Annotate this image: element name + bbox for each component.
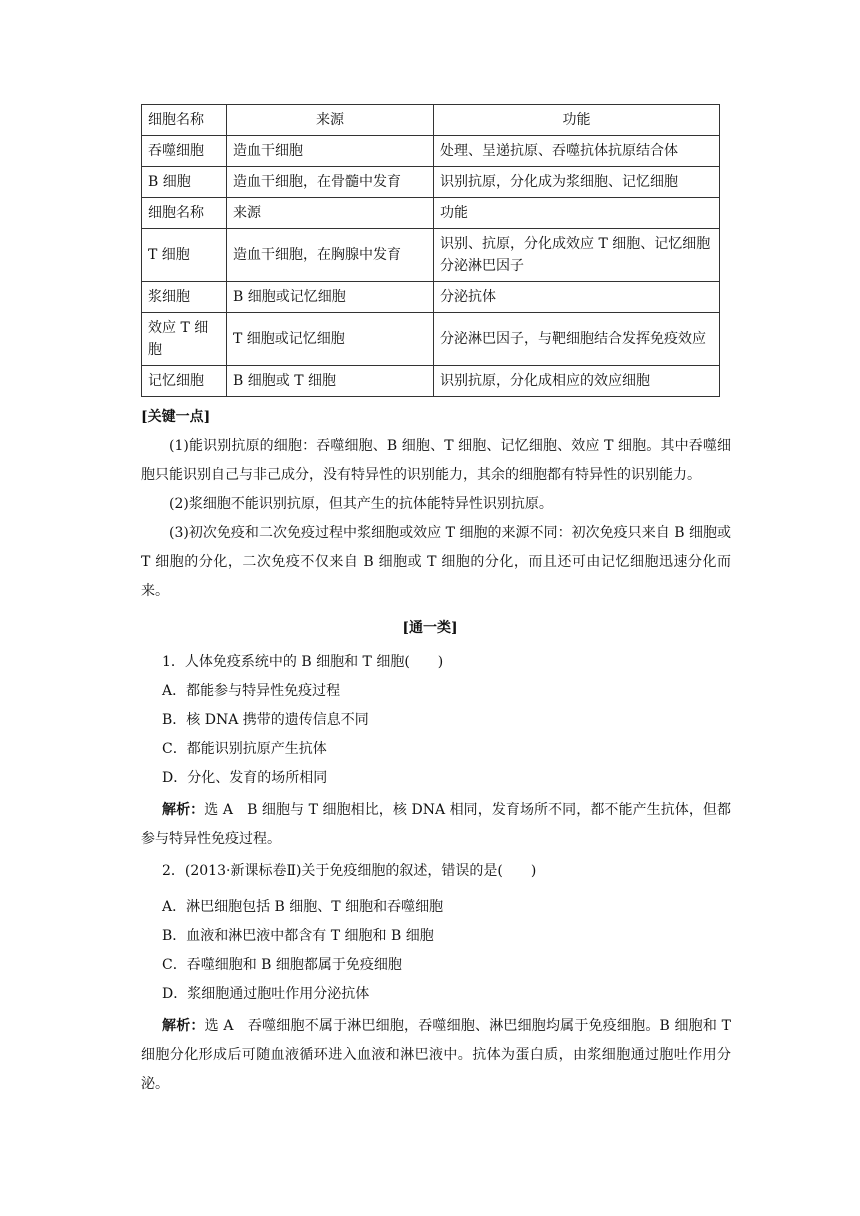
immune-cell-table [141, 104, 720, 397]
table-cell: 识别抗原，分化成相应的效应细胞 [434, 366, 720, 397]
table-cell: 吞噬细胞 [142, 136, 227, 167]
question-2-stem: 2．(2013·新课标卷Ⅱ)关于免疫细胞的叙述，错误的是( ) [162, 863, 537, 879]
question-1-stem: 1．人体免疫系统中的 B 细胞和 T 细胞( ) [162, 654, 444, 670]
table-cell: 效应 T 细胞 [142, 313, 227, 366]
table-cell: 分泌淋巴因子，与靶细胞结合发挥免疫效应 [434, 313, 720, 366]
table-cell: 功能 [434, 105, 720, 136]
table-cell: 记忆细胞 [142, 366, 227, 397]
question-1-option-b: B．核 DNA 携带的遗传信息不同 [162, 712, 369, 728]
table-row [142, 282, 720, 313]
table-cell: B 细胞或记忆细胞 [227, 282, 434, 313]
table-cell: B 细胞 [142, 167, 227, 198]
question-1-option-a: A．都能参与特异性免疫过程 [162, 683, 341, 699]
table-header-row [142, 105, 720, 136]
table-row [142, 366, 720, 397]
analysis-label: 解析： [162, 1018, 205, 1034]
table-cell: 造血干细胞，在骨髓中发育 [227, 167, 434, 198]
table-row [142, 136, 720, 167]
key-point-heading: [关键一点] [141, 409, 211, 425]
table-cell: B 细胞或 T 细胞 [227, 366, 434, 397]
table-row [142, 229, 720, 282]
table-cell: T 细胞 [142, 229, 227, 282]
table-cell: 功能 [434, 198, 720, 229]
question-1-option-d: D．分化、发育的场所相同 [162, 770, 328, 786]
table-cell: 浆细胞 [142, 282, 227, 313]
table-cell: 分泌抗体 [434, 282, 720, 313]
question-1-option-c: C．都能识别抗原产生抗体 [162, 741, 327, 757]
question-2-analysis [141, 1012, 731, 1099]
table-cell: 识别、抗原，分化成效应 T 细胞、记忆细胞分泌淋巴因子 [434, 229, 720, 282]
tong-yi-lei-heading: [通一类] [402, 620, 458, 636]
question-2-option-c: C．吞噬细胞和 B 细胞都属于免疫细胞 [162, 957, 402, 973]
table-cell: 来源 [227, 198, 434, 229]
table-cell: 造血干细胞 [227, 136, 434, 167]
table-row [142, 313, 720, 366]
table-cell: 识别抗原，分化成为浆细胞、记忆细胞 [434, 167, 720, 198]
table-cell: 细胞名称 [142, 105, 227, 136]
key-point-paragraph-3: (3)初次免疫和二次免疫过程中浆细胞或效应 T 细胞的来源不同：初次免疫只来自 B 细胞或 T 细胞的分化，二次免疫不仅来自 B 细胞或 T 细胞的分化，而且还可由记忆细胞迅速分化而来。 [141, 525, 731, 599]
table-cell: 来源 [227, 105, 434, 136]
table-row [142, 198, 720, 229]
table-cell: 造血干细胞，在胸腺中发育 [227, 229, 434, 282]
table-cell: 细胞名称 [142, 198, 227, 229]
key-point-paragraph-1: (1)能识别抗原的细胞：吞噬细胞、B 细胞、T 细胞、记忆细胞、效应 T 细胞。其中吞噬细胞只能识别自己与非己成分，没有特异性的识别能力，其余的细胞都有特异性的识别能力。 [141, 438, 731, 483]
question-2-option-d: D．浆细胞通过胞吐作用分泌抗体 [162, 986, 370, 1002]
table-cell: T 细胞或记忆细胞 [227, 313, 434, 366]
analysis-label: 解析： [162, 802, 205, 818]
key-point-paragraph-2: (2)浆细胞不能识别抗原，但其产生的抗体能特异性识别抗原。 [169, 496, 553, 512]
question-1-analysis [141, 796, 731, 854]
table-cell: 处理、呈递抗原、吞噬抗体抗原结合体 [434, 136, 720, 167]
table-row [142, 167, 720, 198]
question-2-option-a: A．淋巴细胞包括 B 细胞、T 细胞和吞噬细胞 [162, 899, 444, 915]
question-2-option-b: B．血液和淋巴液中都含有 T 细胞和 B 细胞 [162, 928, 434, 944]
analysis-text: 选 A 吞噬细胞不属于淋巴细胞，吞噬细胞、淋巴细胞均属于免疫细胞。B 细胞和 T 细胞分化形成后可随血液循环进入血液和淋巴液中。抗体为蛋白质，由浆细胞通过胞吐作用分泌。 [141, 1018, 732, 1092]
analysis-text: 选 A B 细胞与 T 细胞相比，核 DNA 相同，发育场所不同，都不能产生抗体，但都参与特异性免疫过程。 [141, 802, 732, 847]
